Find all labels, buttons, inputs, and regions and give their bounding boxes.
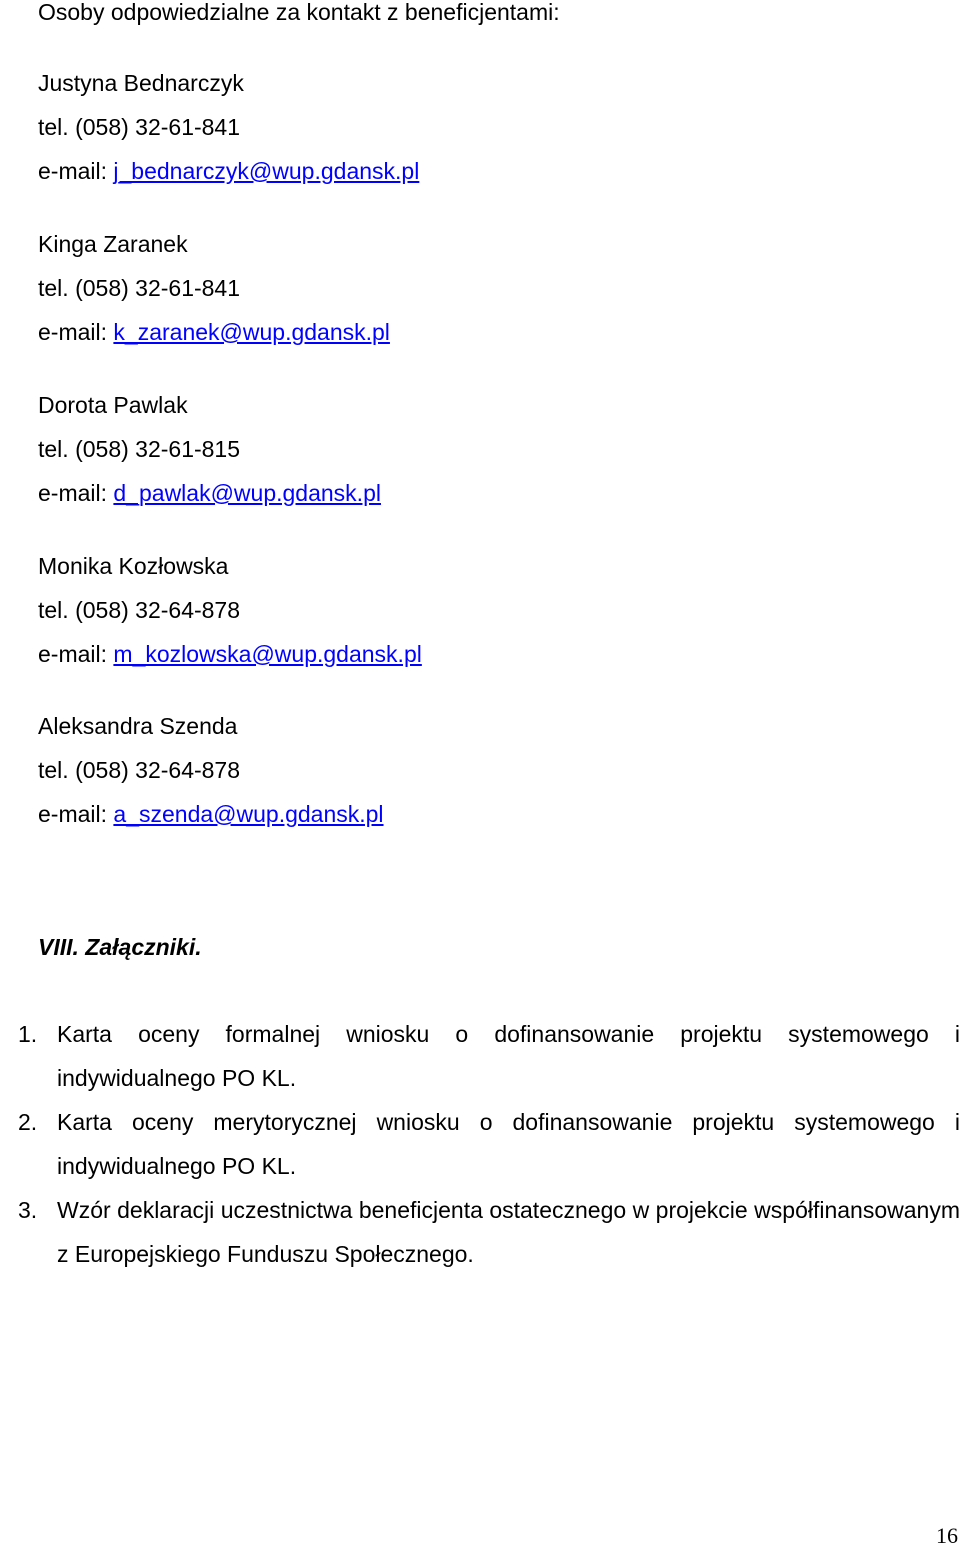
contact-email-line (38, 310, 390, 354)
attachments-list (18, 1012, 960, 1276)
contact-email-line (38, 471, 381, 515)
list-item-number: 2. (18, 1109, 38, 1135)
contact-phone: tel. (058) 32-61-815 (38, 436, 241, 462)
contact-email-line (38, 632, 422, 676)
email-prefix: e-mail: (38, 801, 108, 827)
email-prefix: e-mail: (38, 158, 108, 184)
list-item (18, 1188, 960, 1276)
email-link[interactable]: d_pawlak@wup.gdansk.pl (113, 480, 381, 506)
list-item-text: Wzór deklaracji uczestnictwa beneficjenta ostatecznego w projekcie współfinansowanym z Europejskiego Funduszu Społecznego. (57, 1197, 960, 1267)
list-item (18, 1012, 960, 1100)
contact-phone: tel. (058) 32-61-841 (38, 275, 241, 301)
email-link[interactable]: k_zaranek@wup.gdansk.pl (113, 319, 390, 345)
contact-name: Monika Kozłowska (38, 553, 229, 579)
contact-card (38, 383, 381, 515)
contact-card (38, 61, 419, 193)
contact-phone: tel. (058) 32-64-878 (38, 597, 241, 623)
email-link[interactable]: a_szenda@wup.gdansk.pl (113, 801, 384, 827)
contact-phone: tel. (058) 32-61-841 (38, 114, 241, 140)
section-title: VIII. Załączniki. (38, 934, 202, 960)
list-item-number: 3. (18, 1197, 38, 1223)
contact-name: Dorota Pawlak (38, 392, 188, 418)
contact-card (38, 544, 422, 676)
email-prefix: e-mail: (38, 319, 108, 345)
list-item-number: 1. (18, 1021, 38, 1047)
page-number: 16 (936, 1523, 958, 1548)
contact-name: Justyna Bednarczyk (38, 70, 244, 96)
list-item (18, 1100, 960, 1188)
contact-name: Aleksandra Szenda (38, 713, 238, 739)
email-prefix: e-mail: (38, 641, 108, 667)
contact-card (38, 222, 390, 354)
contact-email-line (38, 149, 419, 193)
email-link[interactable]: j_bednarczyk@wup.gdansk.pl (113, 158, 420, 184)
contact-email-line (38, 792, 384, 836)
list-item-text: Karta oceny formalnej wniosku o dofinansowanie projektu systemowego i indywidualnego PO KL. (57, 1021, 960, 1091)
contact-phone: tel. (058) 32-64-878 (38, 757, 241, 783)
email-prefix: e-mail: (38, 480, 108, 506)
contacts-heading: Osoby odpowiedzialne za kontakt z beneficjentami: (38, 0, 560, 25)
list-item-text: Karta oceny merytorycznej wniosku o dofinansowanie projektu systemowego i indywidualnego PO KL. (57, 1109, 960, 1179)
contact-card (38, 704, 384, 836)
email-link[interactable]: m_kozlowska@wup.gdansk.pl (113, 641, 422, 667)
contact-name: Kinga Zaranek (38, 231, 188, 257)
